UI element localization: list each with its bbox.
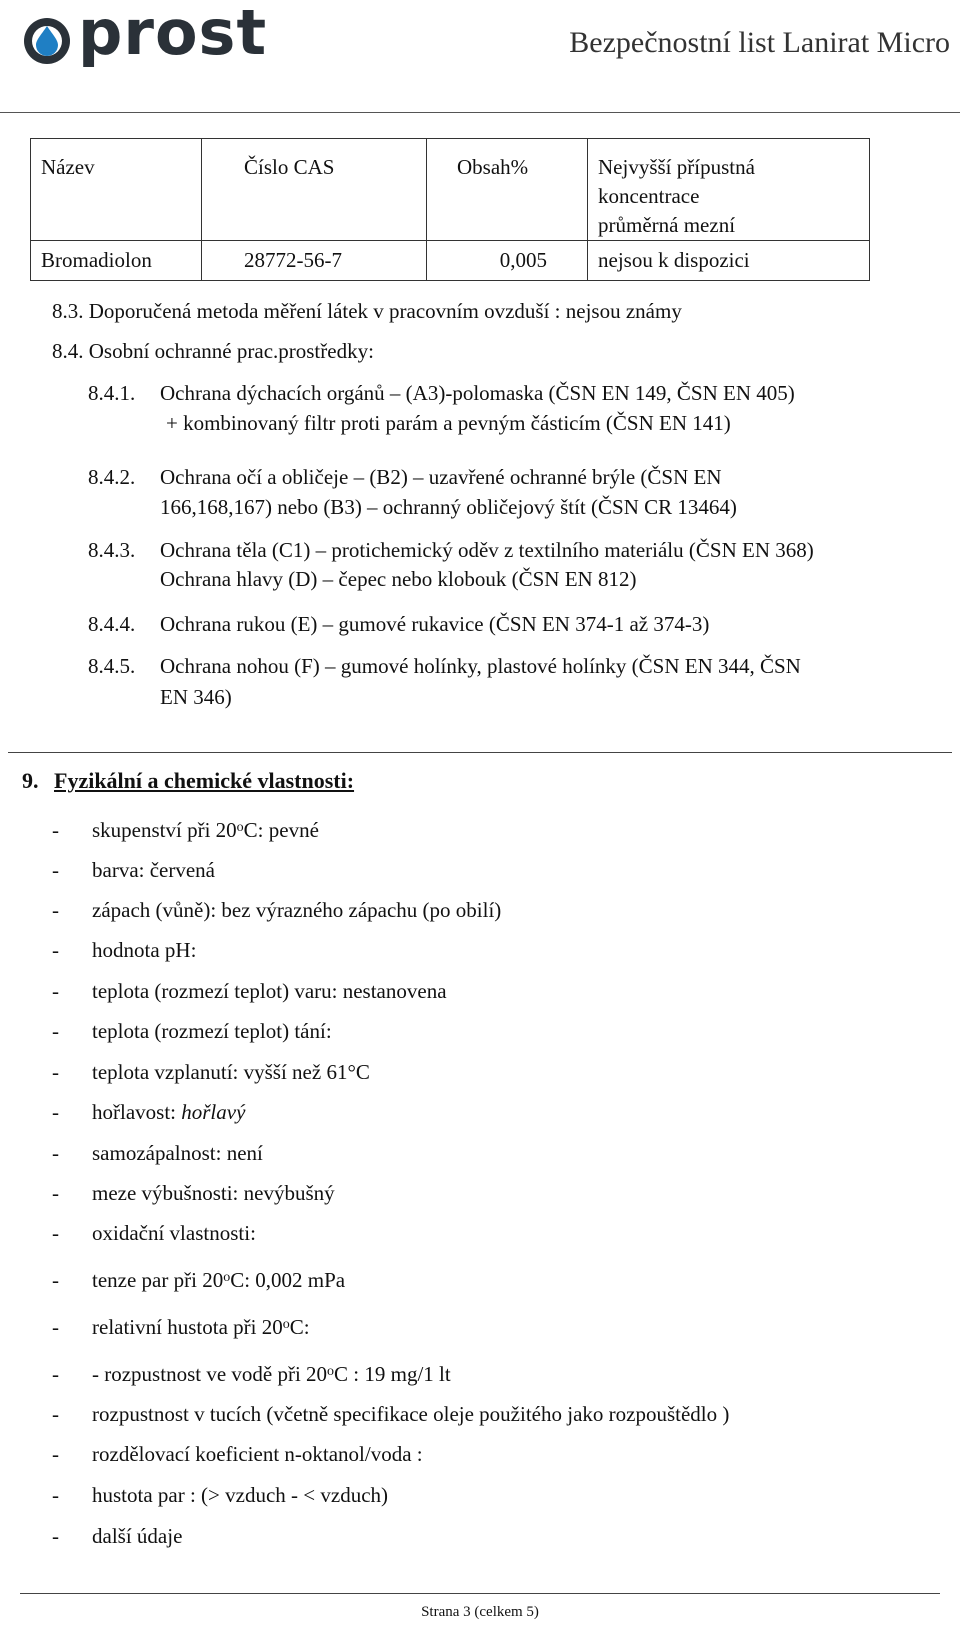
property-text: tenze par při 20	[92, 1268, 224, 1292]
property-text: skupenství při 20	[92, 818, 237, 842]
item-8-4-4-number: 8.4.4.	[88, 612, 136, 636]
list-dash: -	[52, 1524, 59, 1548]
header-limit-line2: průměrná mezní	[598, 213, 736, 237]
property-text: barva: červená	[92, 858, 215, 882]
list-dash: -	[52, 1221, 59, 1245]
degree-superscript: o	[327, 1364, 335, 1379]
item-8-4-2-line1: Ochrana očí a obličeje – (B2) – uzavřené ochranné brýle (ČSN EN	[160, 465, 722, 489]
cell-cas: 28772-56-7	[202, 241, 427, 281]
list-dash: -	[52, 1019, 59, 1043]
item-8-4-5-line2: EN 346)	[160, 685, 232, 709]
list-dash: -	[52, 1181, 59, 1205]
section-9-number: 9.	[22, 768, 39, 793]
property-text: teplota (rozmezí teplot) tání:	[92, 1019, 332, 1043]
section-9-title: Fyzikální a chemické vlastnosti:	[54, 768, 355, 793]
degree-superscript: o	[236, 820, 244, 835]
property-text: C: pevné	[243, 818, 319, 842]
header-divider	[0, 112, 960, 113]
item-8-4-4-line1: Ochrana rukou (E) – gumové rukavice (ČSN EN 374-1 až 374-3)	[160, 612, 710, 636]
property-text: - rozpustnost ve vodě při 20	[92, 1362, 328, 1386]
limits-table	[30, 138, 870, 281]
property-text: hodnota pH:	[92, 938, 197, 962]
degree-superscript: o	[282, 1317, 290, 1332]
document-title: Bezpečnostní list Lanirat Micro	[569, 26, 950, 59]
item-8-4-5-number: 8.4.5.	[88, 654, 136, 678]
list-dash: -	[52, 938, 59, 962]
degree-superscript: o	[223, 1270, 231, 1285]
item-8-4-1-line1: Ochrana dýchacích orgánů – (A3)-polomaska (ČSN EN 149, ČSN EN 405)	[160, 381, 795, 405]
item-8-4-3-line1: Ochrana těla (C1) – protichemický oděv z textilního materiálu (ČSN EN 368)	[160, 538, 814, 562]
item-8-4-2-number: 8.4.2.	[88, 465, 136, 489]
water-drop-icon	[22, 14, 72, 66]
property-text: teplota (rozmezí teplot) varu: nestanovena	[92, 979, 447, 1003]
list-dash: -	[52, 1268, 59, 1292]
cell-obsah: 0,005	[427, 241, 588, 281]
list-dash: -	[52, 1483, 59, 1507]
list-dash: -	[52, 1402, 59, 1426]
cell-limit: nejsou k dispozici	[588, 241, 870, 281]
item-8-4-1-line2: + kombinovaný filtr proti parám a pevným částicím (ČSN EN 141)	[166, 411, 731, 435]
property-text: C : 19 mg/1 lt	[334, 1362, 451, 1386]
table-row	[31, 241, 870, 281]
header-obsah: Obsah%	[427, 139, 588, 241]
item-8-4: 8.4. Osobní ochranné prac.prostředky:	[52, 339, 374, 363]
list-dash: -	[52, 898, 59, 922]
footer-divider	[20, 1593, 940, 1594]
property-text: teplota vzplanutí: vyšší než 61°C	[92, 1060, 370, 1084]
logo-wordmark: prost	[78, 0, 268, 69]
table-header-row	[31, 139, 870, 241]
header-limit	[588, 139, 870, 241]
section-9-heading	[22, 768, 354, 794]
list-dash: -	[52, 1442, 59, 1466]
property-text: hořlavost:	[92, 1100, 182, 1124]
item-8-4-3-line2: Ochrana hlavy (D) – čepec nebo klobouk (ČSN EN 812)	[160, 567, 637, 591]
list-dash: -	[52, 858, 59, 882]
list-dash: -	[52, 818, 59, 842]
item-8-3: 8.3. Doporučená metoda měření látek v pracovním ovzduší : nejsou známy	[52, 299, 682, 323]
property-text: hustota par : (> vzduch - < vzduch)	[92, 1483, 389, 1507]
property-text: rozdělovací koeficient n-oktanol/voda :	[92, 1442, 423, 1466]
property-text: C: 0,002 mPa	[230, 1268, 346, 1292]
list-dash: -	[52, 1315, 59, 1339]
property-text: zápach (vůně): bez výrazného zápachu (po obilí)	[92, 898, 502, 922]
header-nazev: Název	[31, 139, 202, 241]
item-8-4-3-number: 8.4.3.	[88, 538, 136, 562]
property-text: další údaje	[92, 1524, 183, 1548]
property-value-italic: hořlavý	[181, 1100, 246, 1124]
page-number: Strana 3 (celkem 5)	[421, 1604, 539, 1620]
list-dash: -	[52, 1362, 59, 1386]
property-text: C:	[289, 1315, 310, 1339]
list-dash: -	[52, 1141, 59, 1165]
list-dash: -	[52, 1100, 59, 1124]
header-limit-line1: Nejvyšší přípustná koncentrace	[598, 155, 755, 208]
property-text: samozápalnost: není	[92, 1141, 263, 1165]
item-8-4-1-number: 8.4.1.	[88, 381, 136, 405]
prost-logo	[18, 0, 268, 74]
cell-name: Bromadiolon	[31, 241, 202, 281]
property-text: oxidační vlastnosti:	[92, 1221, 256, 1245]
list-dash: -	[52, 979, 59, 1003]
property-text: relativní hustota při 20	[92, 1315, 283, 1339]
section-divider	[8, 752, 952, 753]
list-dash: -	[52, 1060, 59, 1084]
header-cas: Číslo CAS	[202, 139, 427, 241]
property-text: meze výbušnosti: nevýbušný	[92, 1181, 335, 1205]
item-8-4-2-line2: 166,168,167) nebo (B3) – ochranný obličejový štít (ČSN CR 13464)	[160, 495, 737, 519]
item-8-4-5-line1: Ochrana nohou (F) – gumové holínky, plastové holínky (ČSN EN 344, ČSN	[160, 654, 801, 678]
property-text: rozpustnost v tucích (včetně specifikace oleje použitého jako rozpouštědlo )	[92, 1402, 730, 1426]
